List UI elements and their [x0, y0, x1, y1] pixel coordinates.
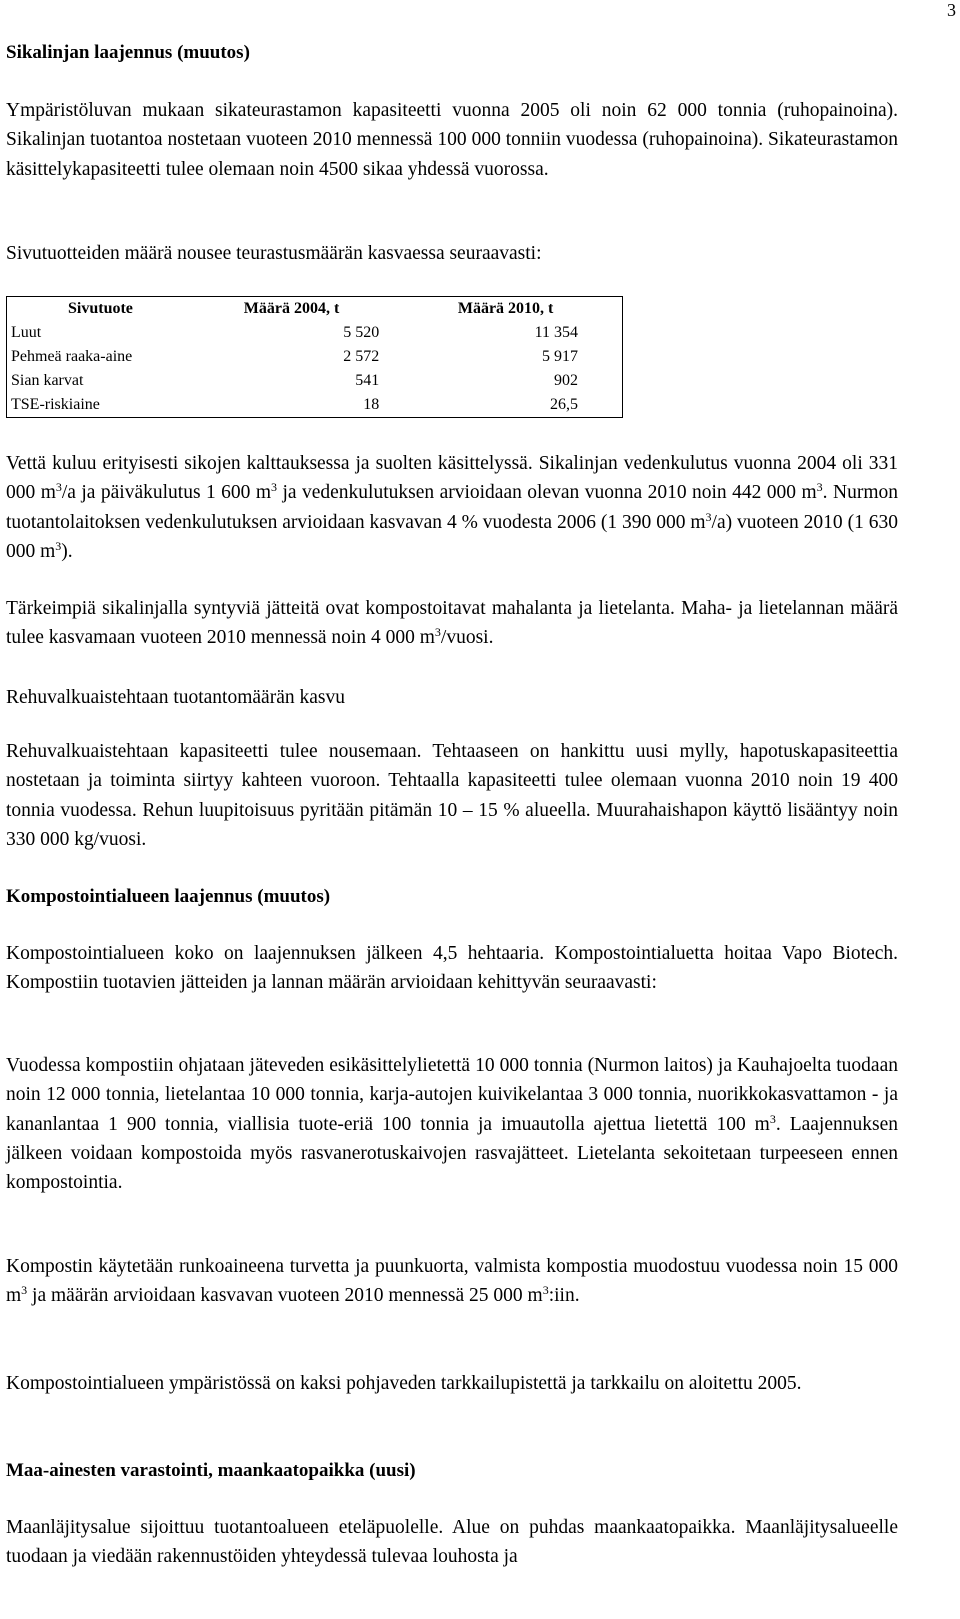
text-run: /vuosi.: [440, 627, 494, 649]
section-heading-composting: Kompostointialueen laajennus (muutos): [6, 886, 331, 907]
superscript: 3: [55, 480, 62, 495]
subheading-feed-protein: Rehuvalkuaistehtaan tuotantomäärän kasvu: [6, 687, 345, 708]
table-cell: 18: [363, 396, 380, 413]
text-run: . Nurmon tuotantolaitoksen vedenkulutuksen arvioidaan kasvavan 4 % vuodesta 2006 (1 390 000 m: [6, 482, 898, 533]
text-run: Kompostin käytetään runkoaineena turvetta ja puunkuorta, valmista kompostia muodostuu vuodessa noin 15 000 m: [6, 1256, 898, 1307]
table-cell: 5 520: [343, 324, 380, 341]
table-row: [7, 345, 623, 369]
text-run: . Laajennuksen jälkeen voidaan kompostoida myös rasvanerotuskaivojen rasvajätteet. Lietelanta sekoitetaan turpeeseen ennen kompostointia.: [6, 1113, 898, 1194]
table-header-cell: Sivutuote: [68, 300, 133, 317]
table-cell: 2 572: [343, 348, 380, 365]
text-run: ja määrän arvioidaan kasvavan vuoteen 2010 mennessä 25 000 m: [27, 1285, 543, 1307]
paragraph-feed-protein: Rehuvalkuaistehtaan kapasiteetti tulee nousemaan. Tehtaaseen on hankittu uusi mylly, hapotuskapasiteettia nostetaan ja toiminta siirtyy kahteen vuoroon. Tehtaalla kapasiteetti tulee olemaan vuonna 2010 noin 19 400 tonnia vuodessa. Rehun luupitoisuus pyritään pitämän 10 – 15 % alueella. Muurahaishapon käyttö lisääntyy noin 330 000 kg/vuosi.: [6, 741, 898, 850]
byproducts-table: [6, 296, 623, 418]
paragraph-soil-storage: Maanläjitysalue sijoittuu tuotantoalueen eteläpuolelle. Alue on puhdas maankaatopaikka. Maanläjitysalueelle tuodaan ja viedään rakennustöiden yhteydessä tulevaa louhosta ja: [6, 1517, 898, 1568]
superscript: 3: [769, 1111, 776, 1126]
superscript: 3: [434, 625, 441, 640]
table-header-cell: Määrä 2004, t: [243, 300, 340, 317]
table-cell: TSE-riskiaine: [11, 396, 100, 413]
text-run: ja vedenkulutuksen arvioidaan olevan vuonna 2010 noin 442 000 m: [277, 482, 817, 504]
table-row: [7, 321, 623, 345]
superscript: 3: [542, 1283, 549, 1298]
table-cell: Pehmeä raaka-aine: [11, 348, 133, 365]
table-cell: 902: [554, 372, 578, 389]
superscript: 3: [55, 538, 62, 553]
table-cell: 11 354: [534, 324, 578, 341]
paragraph-compost-output: [6, 1252, 898, 1311]
superscript: 3: [271, 480, 278, 495]
text-run: /a) vuoteen 2010 (1 630 000 m: [6, 511, 898, 562]
page-number: 3: [947, 0, 956, 20]
paragraph-groundwater: Kompostointialueen ympäristössä on kaksi pohjaveden tarkkailupistettä ja tarkkailu on aloitettu 2005.: [6, 1373, 802, 1394]
superscript: 3: [705, 509, 712, 524]
text-run: Tärkeimpiä sikalinjalla syntyviä jätteitä ovat kompostoitavat mahalanta ja lietelanta. Maha- ja lietelannan määrä tulee kasvamaan vuoteen 2010 mennessä noin 4 000 m: [6, 598, 898, 649]
text-run: ).: [61, 540, 73, 562]
paragraph-composting-area: Kompostointialueen koko on laajennuksen jälkeen 4,5 hehtaaria. Kompostointialuetta hoitaa Vapo Biotech. Kompostiin tuotavien jätteiden ja lannan määrän arvioidaan kehittyvän seuraavasti:: [6, 943, 898, 994]
table-cell: Luut: [11, 324, 42, 341]
table-cell: 5 917: [542, 348, 578, 365]
text-run: Vuodessa kompostiin ohjataan jäteveden esikäsittelylietettä 10 000 tonnia (Nurmon laitos) ja Kauhajoelta tuodaan noin 12 000 tonnia, lietelantaa 10 000 tonnia, karja-autojen kuivikelantaa 3 000 tonnia, nuorikkokasvattamon - ja kananlantaa 1 900 tonnia, viallisia tuote-eriä 100 tonnia ja imuautolla ajettua lietettä 100 m: [6, 1055, 898, 1135]
section-heading-sikalinja: Sikalinjan laajennus (muutos): [6, 42, 250, 63]
paragraph-compost-inputs: [6, 1051, 898, 1197]
superscript: 3: [816, 480, 823, 495]
superscript: 3: [21, 1283, 28, 1298]
table-header-cell: Määrä 2010, t: [457, 300, 554, 317]
section-heading-soil-storage: Maa-ainesten varastointi, maankaatopaikka (uusi): [6, 1460, 416, 1481]
paragraph-waste: [6, 594, 898, 653]
paragraph-capacity: Ympäristöluvan mukaan sikateurastamon kapasiteetti vuonna 2005 oli noin 62 000 tonnia (ruhopainoina). Sikalinjan tuotantoa nostetaan vuoteen 2010 mennessä 100 000 tonniin vuodessa (ruhopainoina). Sikateurastamon käsittelykapasiteetti tulee olemaan noin 4500 sikaa yhdessä vuorossa.: [6, 100, 898, 180]
text-run: :iin.: [548, 1285, 580, 1307]
table-header-row: [7, 297, 623, 322]
table-cell: 541: [355, 372, 380, 389]
paragraph-water-consumption: [6, 449, 898, 566]
table-cell: 26,5: [550, 396, 578, 413]
table-row: [7, 393, 623, 418]
text-run: Vettä kuluu erityisesti sikojen kalttauksessa ja suolten käsittelyssä. Sikalinjan vedenkulutus vuonna 2004 oli 331 000 m: [6, 453, 898, 504]
paragraph-byproducts-intro: Sivutuotteiden määrä nousee teurastusmäärän kasvaessa seuraavasti:: [6, 243, 542, 264]
text-run: /a ja päiväkulutus 1 600 m: [61, 482, 272, 504]
table-cell: Sian karvat: [11, 372, 84, 389]
table-row: [7, 369, 623, 393]
